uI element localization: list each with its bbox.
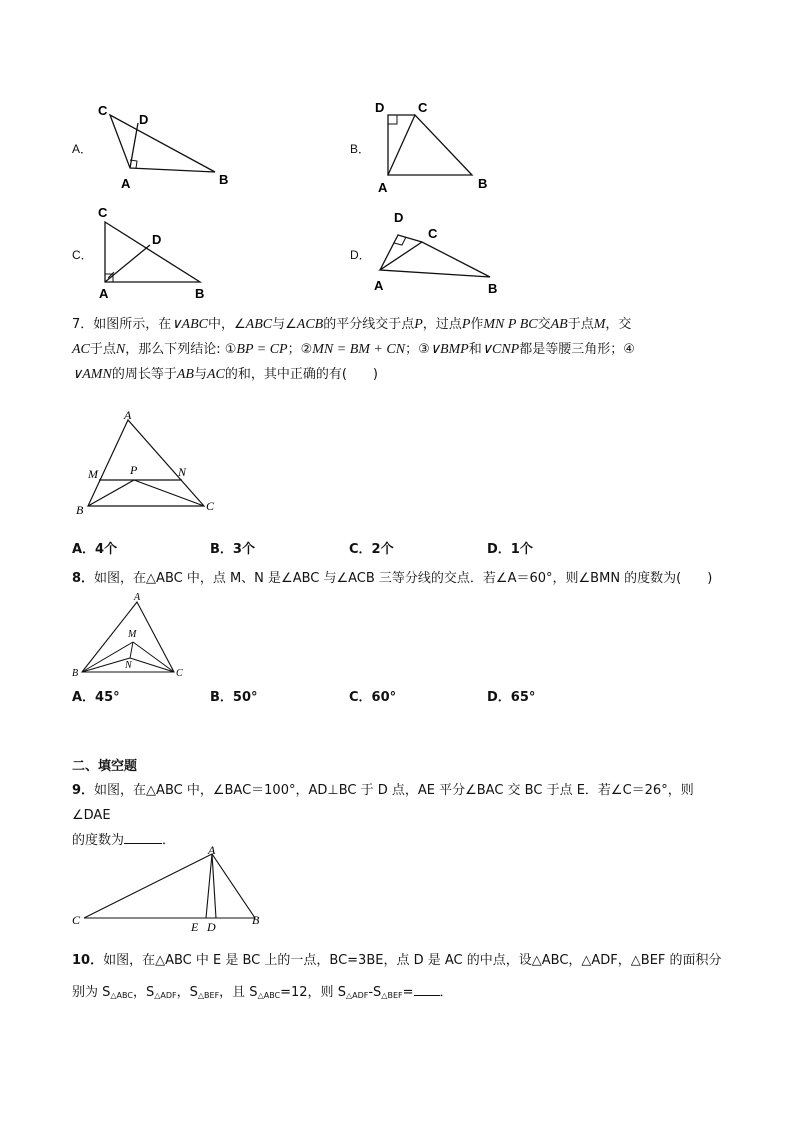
fig-b-d: D: [375, 100, 385, 115]
q7-line2: AC于点N，那么下列结论: ①BP = CP；②MN = BM + CN；③∨BMP和∨CNP都是等腰三角形；④: [72, 342, 635, 357]
option-a-label: A．: [72, 142, 93, 156]
q9-fig-d: D: [207, 920, 216, 934]
q7-fig-c: C: [206, 499, 215, 513]
q9-fig-e: E: [191, 920, 199, 934]
q8-option-c[interactable]: C．60°: [349, 690, 397, 705]
q8-fig-n: N: [125, 660, 132, 671]
q8-fig-a: A: [134, 592, 141, 603]
q8-fig-b: B: [72, 668, 79, 679]
q7-line1: 7．如图所示，在∨ABC中，∠ABC与∠ACB的平分线交于点P，过点P作MN P BC交AB于点M，交: [72, 317, 632, 332]
q7-option-c[interactable]: C．2个: [349, 542, 394, 557]
q8-option-d[interactable]: D．65°: [487, 690, 536, 705]
q7-figure: [72, 408, 232, 520]
q7-option-a[interactable]: A．4个: [72, 542, 118, 557]
fig-d-c: C: [428, 226, 438, 241]
section-2-title: 二、填空题: [72, 759, 138, 774]
q10-answer-blank[interactable]: [414, 983, 440, 996]
question-7: [72, 312, 732, 387]
option-b-figure: [370, 95, 510, 200]
option-b-label: B．: [350, 142, 371, 156]
fig-d-b: B: [488, 281, 498, 296]
fig-b-b: B: [478, 176, 488, 191]
q8-option-a[interactable]: A．45°: [72, 690, 120, 705]
q7-fig-n: N: [178, 465, 187, 479]
fig-a-b: B: [219, 172, 229, 187]
q9-fig-b: B: [252, 913, 260, 927]
q7-fig-m: M: [88, 467, 98, 481]
q7-fig-b: B: [76, 503, 84, 517]
fig-a-c: C: [98, 103, 108, 118]
q8-fig-c: C: [176, 668, 183, 679]
q8-fig-m: M: [128, 629, 137, 640]
q8-option-b[interactable]: B．50°: [210, 690, 258, 705]
q7-fig-p: P: [130, 463, 138, 477]
q7-option-b[interactable]: B．3个: [210, 542, 255, 557]
fig-b-a: A: [378, 180, 388, 195]
q7-option-d[interactable]: D．1个: [487, 542, 533, 557]
option-d-figure: [370, 205, 510, 300]
option-a-figure: [95, 100, 245, 200]
fig-c-c: C: [98, 205, 108, 220]
option-c-label: C．: [72, 248, 93, 262]
fig-c-b: B: [195, 286, 205, 301]
fig-d-d: D: [394, 210, 404, 225]
fig-c-a: A: [99, 286, 109, 301]
q8-figure: [72, 590, 192, 682]
q9-fig-c: C: [72, 913, 81, 927]
fig-d-a: A: [374, 278, 384, 293]
q9-fig-a: A: [208, 843, 216, 857]
q7-line3: ∨AMN的周长等于AB与AC的和，其中正确的有( ): [72, 367, 378, 382]
question-8: 8．如图，在△ABC 中，点 M、N 是∠ABC 与∠ACB 三等分线的交点．若∠A＝60°，则∠BMN 的度数为( ): [72, 571, 713, 586]
option-d-label: D．: [350, 248, 371, 262]
q7-fig-a: A: [124, 408, 132, 422]
question-10: 10．如图，在△ABC 中 E 是 BC 上的一点，BC=3BE，点 D 是 AC 的中点，设△ABC，△ADF，△BEF 的面积分 别为 $S_{\triangle ABC}$，$S_{\triangle ADF}$，$S_{\triangle BEF}$，且 $S_{\triangle ABC}=12$，则 $S_{\triangle ADF}-S_{\triangle BEF}=$ ．: [72, 953, 722, 1000]
fig-b-c: C: [418, 100, 428, 115]
option-c-figure: [95, 200, 225, 305]
fig-c-d: D: [152, 232, 162, 247]
q9-figure: [72, 842, 272, 934]
fig-a-d: D: [139, 112, 149, 127]
question-9: 9．如图，在△ABC 中，∠BAC＝100°，AD⊥BC 于 D 点，AE 平分∠BAC 交 BC 于点 E．若∠C＝26°，则∠DAE 的度数为 ．: [72, 783, 694, 848]
fig-a-a: A: [121, 176, 131, 191]
